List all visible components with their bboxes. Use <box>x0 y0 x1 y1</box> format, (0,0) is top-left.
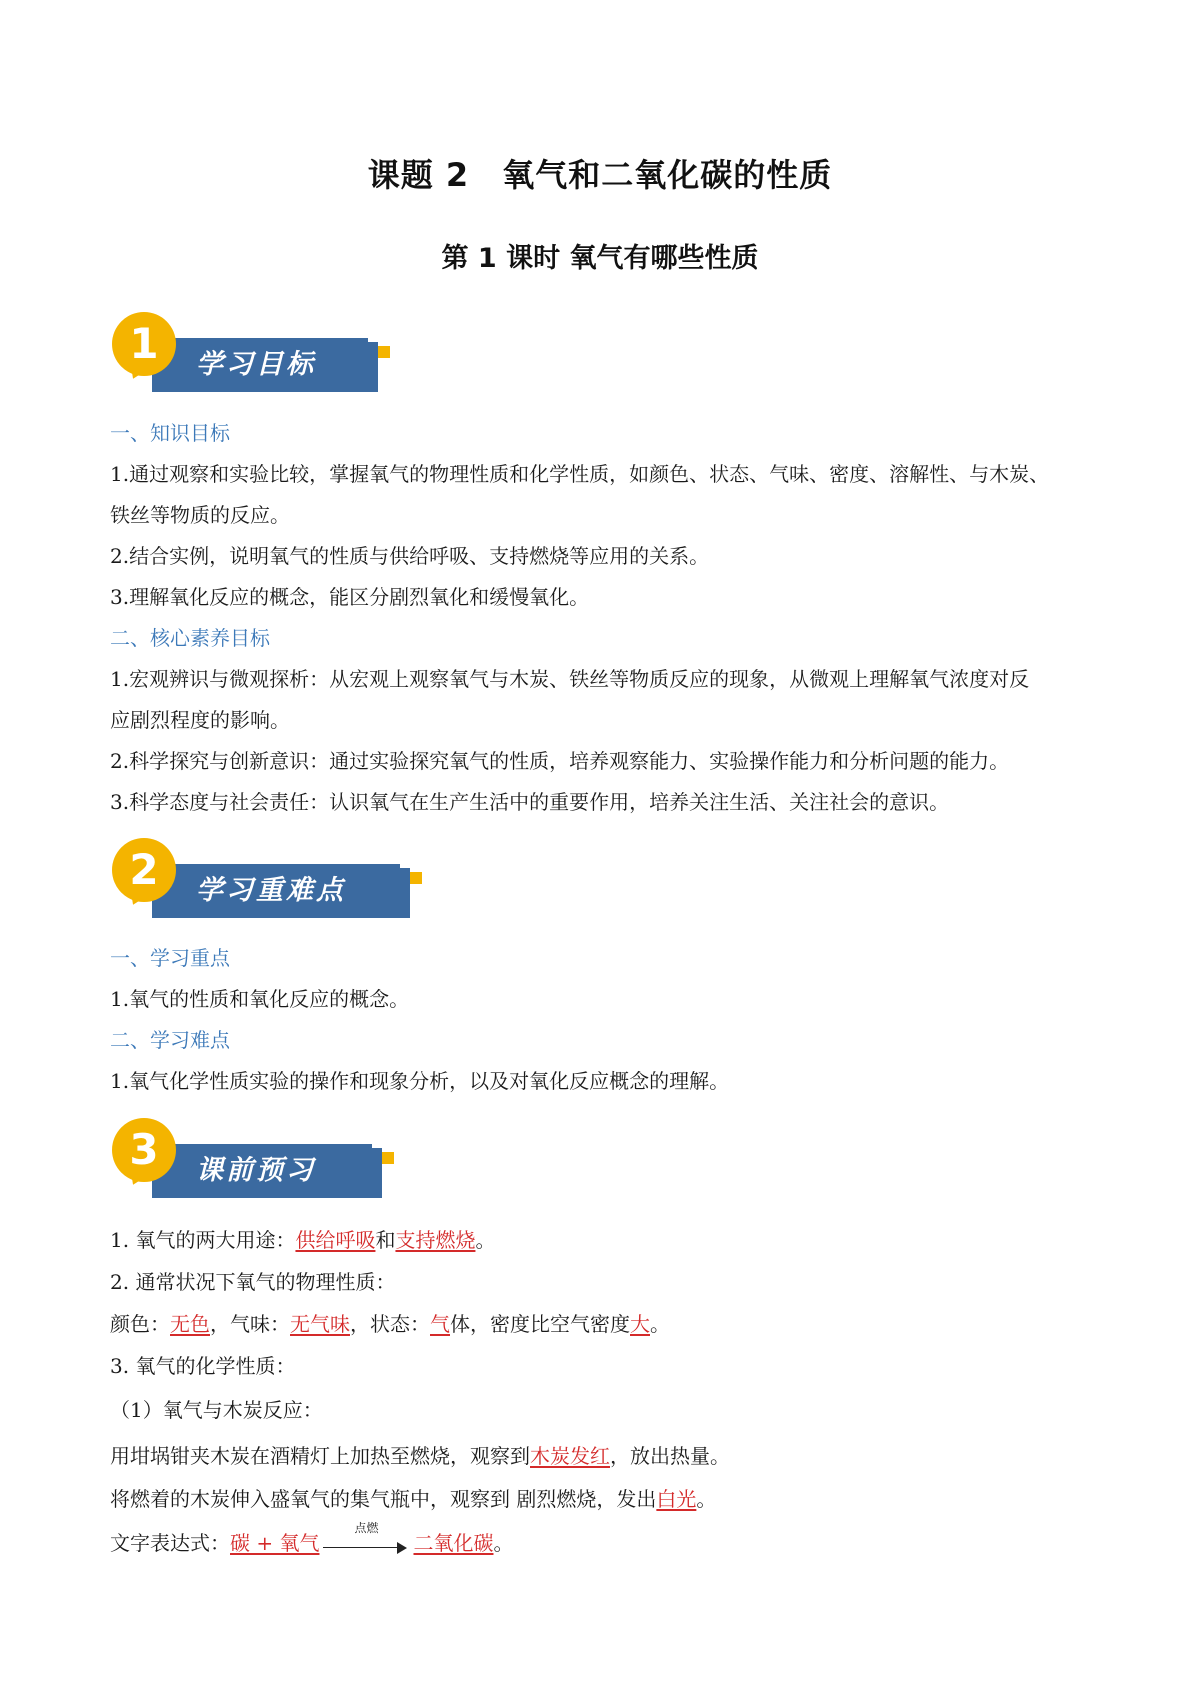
goal-line: 3.理解氧化反应的概念，能区分剧烈氧化和缓慢氧化。 <box>110 585 590 609</box>
key-point-line: 1.氧气的性质和氧化反应的概念。 <box>110 987 410 1011</box>
observation-1: 用坩埚钳夹木炭在酒精灯上加热至燃烧，观察到木炭发红，放出热量。 <box>110 1444 730 1468</box>
section-banner-1 <box>112 312 392 402</box>
answer-blank: 白光 <box>656 1487 697 1511</box>
answer-blank: 木炭发红 <box>530 1444 610 1468</box>
heading-difficult-points: 二、学习难点 <box>110 1028 230 1052</box>
section-banner-3 <box>112 1118 402 1208</box>
goal-line: 应剧烈程度的影响。 <box>110 708 290 732</box>
equation-reactants: 碳 + 氧气 <box>230 1531 320 1555</box>
equation-product: 二氧化碳 <box>413 1531 494 1555</box>
section-number-3: 3 <box>112 1118 176 1182</box>
answer-blank: 支持燃烧 <box>395 1228 476 1252</box>
section-number-2: 2 <box>112 838 176 902</box>
reaction-arrow-icon <box>323 1520 409 1557</box>
page-title: 课题 2 氧气和二氧化碳的性质 <box>367 156 833 194</box>
difficult-point-line: 1.氧气化学性质实验的操作和现象分析，以及对氧化反应概念的理解。 <box>110 1069 730 1093</box>
lesson-subtitle: 第 1 课时 氧气有哪些性质 <box>441 243 759 274</box>
goal-line: 1.宏观辨识与微观探析：从宏观上观察氧气与木炭、铁丝等物质反应的现象，从微观上理解氧气浓度对反 <box>110 667 1030 691</box>
preview-q2: 2. 通常状况下氧气的物理性质： <box>110 1270 396 1294</box>
goal-line: 2.结合实例，说明氧气的性质与供给呼吸、支持燃烧等应用的关系。 <box>110 544 710 568</box>
preview-q3-1: （1）氧气与木炭反应： <box>110 1398 323 1422</box>
answer-blank: 供给呼吸 <box>295 1228 376 1252</box>
section-number-1: 1 <box>112 312 176 376</box>
section-label-1: 学习目标 <box>196 349 316 380</box>
goal-line: 3.科学态度与社会责任：认识氧气在生产生活中的重要作用，培养关注生活、关注社会的意识。 <box>110 790 950 814</box>
preview-q3: 3. 氧气的化学性质： <box>110 1354 296 1378</box>
reaction-condition: 点燃 <box>354 1520 379 1535</box>
section-label-2: 学习重难点 <box>196 875 346 906</box>
answer-blank: 大 <box>630 1312 650 1336</box>
section-label-3: 课前预习 <box>196 1155 316 1186</box>
section-banner-2 <box>112 838 422 928</box>
heading-key-points: 一、学习重点 <box>110 946 230 970</box>
observation-2: 将燃着的木炭伸入盛氧气的集气瓶中，观察到 剧烈燃烧，发出白光。 <box>110 1487 717 1511</box>
heading-knowledge-goals: 一、知识目标 <box>110 421 230 445</box>
goal-line: 铁丝等物质的反应。 <box>110 503 290 527</box>
heading-core-goals: 二、核心素养目标 <box>110 626 270 650</box>
word-equation: 文字表达式：碳 + 氧气 点燃 二氧化碳。 <box>110 1520 514 1555</box>
answer-blank: 气 <box>430 1312 450 1336</box>
preview-q1: 1. 氧气的两大用途：供给呼吸和支持燃烧。 <box>110 1228 496 1252</box>
preview-q2-answers: 颜色：无色，气味：无气味，状态：气体，密度比空气密度大。 <box>110 1312 670 1336</box>
answer-blank: 无气味 <box>290 1312 350 1336</box>
goal-line: 2.科学探究与创新意识：通过实验探究氧气的性质，培养观察能力、实验操作能力和分析问题的能力。 <box>110 749 1010 773</box>
answer-blank: 无色 <box>170 1312 210 1336</box>
goal-line: 1.通过观察和实验比较，掌握氧气的物理性质和化学性质，如颜色、状态、气味、密度、溶解性、与木炭、 <box>110 462 1050 486</box>
